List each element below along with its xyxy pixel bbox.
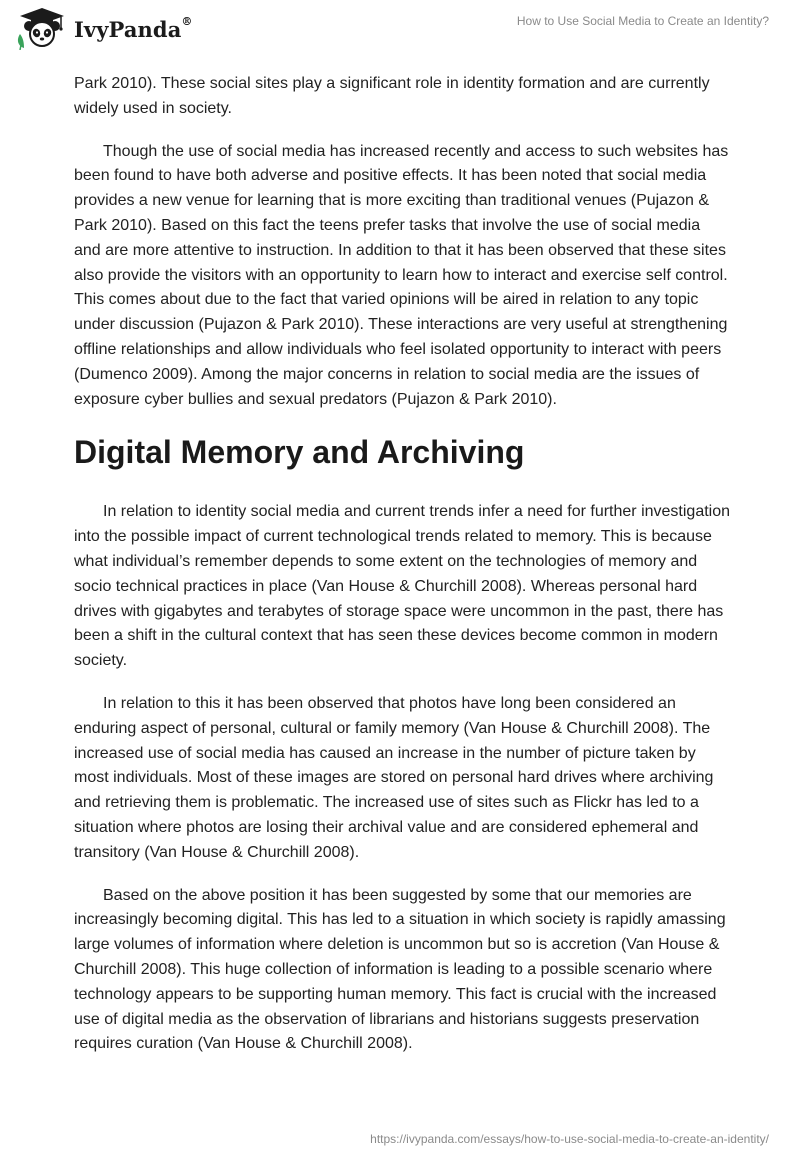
page-header (0, 0, 800, 70)
ivypanda-logo[interactable] (14, 6, 193, 50)
paragraph: Based on the above position it has been suggested by some that our memories are increasingly becoming digital. This has led to a situation in which society is rapidly amassing large volumes of information where deletion is uncommon but so is accretion (Van House & Churchill 2008). This huge collection of information is leading to a possible scenario where technology appears to be supporting human memory. This fact is crucial with the increased use of digital media as the observation of librarians and historians suggests preservation requires curation (Van House & Churchill 2008). (74, 886, 726, 1053)
document-title: How to Use Social Media to Create an Identity? (516, 14, 769, 28)
paragraph: Park 2010). These social sites play a significant role in identity formation and are currently widely used in society. (74, 75, 710, 117)
panda-graduate-icon (14, 6, 70, 50)
paragraph: In relation to identity social media and current trends infer a need for further investigation into the possible impact of current technological trends related to memory. This is because what individual’s remember depends to some extent on the technologies of memory and socio technical practices in place (Van House & Churchill 2008). Whereas personal hard drives with gigabytes and terabytes of storage space were uncommon in the past, there has been a shift in the cultural context that has seen these devices become common in modern society. (74, 503, 731, 670)
source-url[interactable]: https://ivypanda.com/essays/how-to-use-social-media-to-create-an-identity/ (370, 1132, 769, 1146)
logo-wordmark: IvyPanda® (74, 14, 193, 42)
paragraph: In relation to this it has been observed that photos have long been considered an enduring aspect of personal, cultural or family memory (Van House & Churchill 2008). The increased use of social media has caused an increase in the number of picture taken by most individuals. Most of these images are stored on personal hard drives where archiving and retrieving them is problematic. The increased use of sites such as Flickr has led to a situation where photos are losing their archival value and are considered ephemeral and transitory (Van House & Churchill 2008). (74, 694, 714, 861)
essay-body (74, 72, 730, 1075)
section-heading: Digital Memory and Archiving (74, 434, 525, 471)
paragraph: Though the use of social media has increased recently and access to such websites has been found to have both adverse and positive effects. It has been noted that social media provides a new venue for learning that is more exciting than traditional venues (Pujazon & Park 2010). Based on this fact the teens prefer tasks that involve the use of social media and are more attentive to instruction. In addition to that it has been observed that these sites also provide the visitors with an opportunity to learn how to interact and exercise self control. This comes about due to the fact that varied opinions will be aired in relation to any topic under discussion (Pujazon & Park 2010). These interactions are very useful at strengthening offline relationships and allow individuals who feel isolated opportunity to interact with peers (Dumenco 2009). Among the major concerns in relation to social media are the issues of exposure cyber bullies and sexual predators (Pujazon & Park 2010). (74, 142, 729, 408)
